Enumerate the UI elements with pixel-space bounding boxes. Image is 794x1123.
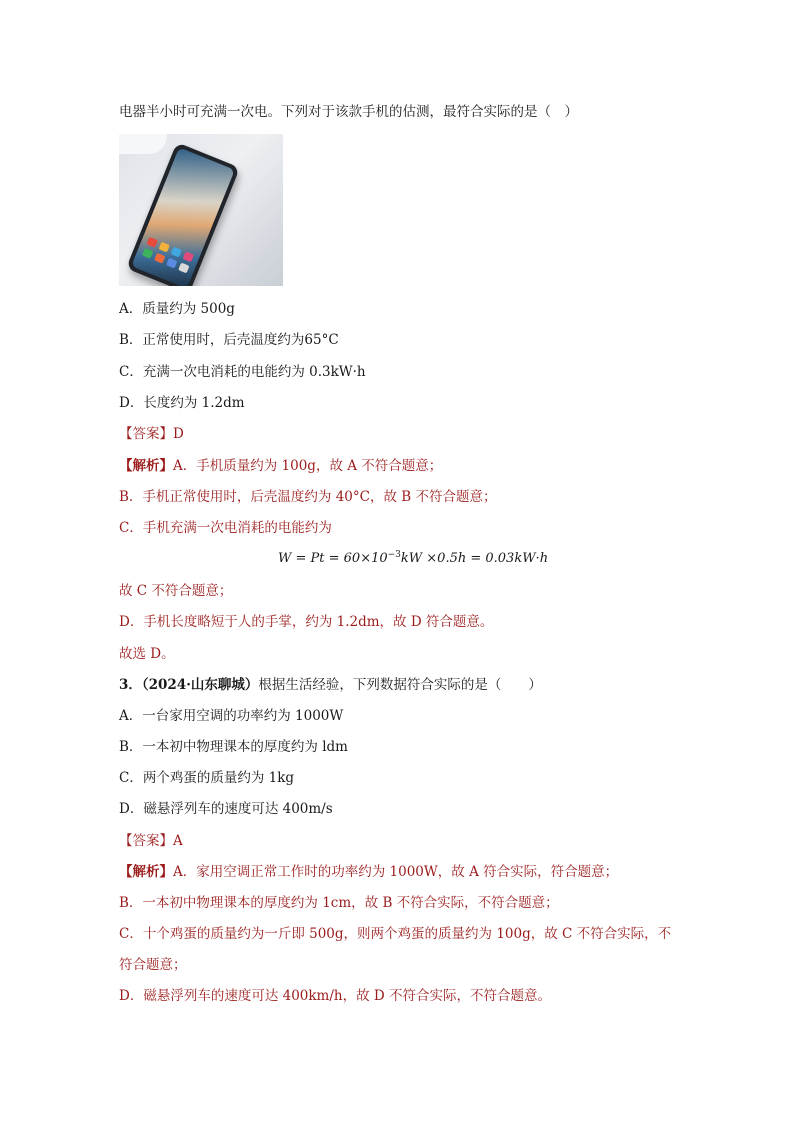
q3-option-c: C．两个鸡蛋的质量约为 1kg: [119, 770, 295, 786]
q3-analysis-line-1: 【解析】A．家用空调正常工作时的功率约为 1000W，故 A 符合实际，符合题意；: [119, 864, 619, 880]
q3-analysis-line-5: D．磁悬浮列车的速度可达 400km/h，故 D 不符合实际，不符合题意。: [119, 988, 552, 1004]
energy-formula: $W = Pt = 60\times 10^{-3}kW \times 0.5h = 0.03kW\cdot h$: [278, 550, 549, 566]
q2-analysis-label: 【解析】: [119, 458, 173, 474]
q3-option-b: B．一本初中物理课本的厚度约为 ldm: [119, 739, 348, 755]
q3-analysis-line-4: 符合题意；: [119, 957, 187, 973]
q3-option-a: A．一台家用空调的功率约为 1000W: [119, 708, 344, 724]
q3-analysis-label: 【解析】: [119, 864, 173, 880]
q3-number: 3．（2024·山东聊城）: [119, 677, 259, 693]
q2-conclusion: 故选 D。: [119, 646, 175, 662]
q2-option-d: D．长度约为 1.2dm: [119, 395, 245, 411]
q2-option-c: C．充满一次电消耗的电能约为 0.3kW·h: [119, 364, 366, 380]
question-intro: 电器半小时可充满一次电。下列对于该款手机的估测，最符合实际的是（ ）: [119, 104, 578, 120]
q2-analysis-line-5: D．手机长度略短于人的手掌，约为 1.2dm，故 D 符合题意。: [119, 614, 494, 630]
q3-answer: 【答案】A: [119, 833, 183, 849]
smartphone-image: [126, 142, 240, 286]
q2-answer: 【答案】D: [119, 426, 184, 442]
charger-cable: [119, 134, 167, 154]
q3-stem: 3．（2024·山东聊城）根据生活经验，下列数据符合实际的是（ ）: [119, 677, 542, 693]
q2-analysis-line-1: 【解析】A．手机质量约为 100g，故 A 不符合题意；: [119, 458, 443, 474]
q3-analysis-line-2: B．一本初中物理课本的厚度约为 1cm，故 B 不符合实际，不符合题意；: [119, 895, 559, 911]
q2-analysis-line-2: B．手机正常使用时，后壳温度约为 40°C，故 B 不符合题意；: [119, 489, 497, 505]
q2-option-a: A．质量约为 500g: [119, 301, 235, 317]
q2-option-b: B．正常使用时，后壳温度约为65°C: [119, 332, 339, 348]
q2-analysis-line-3: C．手机充满一次电消耗的电能约为: [119, 520, 332, 536]
q2-analysis-line-4: 故 C 不符合题意；: [119, 583, 233, 599]
phone-photo: [119, 134, 283, 286]
q3-analysis-line-3: C．十个鸡蛋的质量约为一斤即 500g，则两个鸡蛋的质量约为 100g，故 C 不符合实际，不: [119, 926, 672, 942]
q3-option-d: D．磁悬浮列车的速度可达 400m/s: [119, 801, 333, 817]
